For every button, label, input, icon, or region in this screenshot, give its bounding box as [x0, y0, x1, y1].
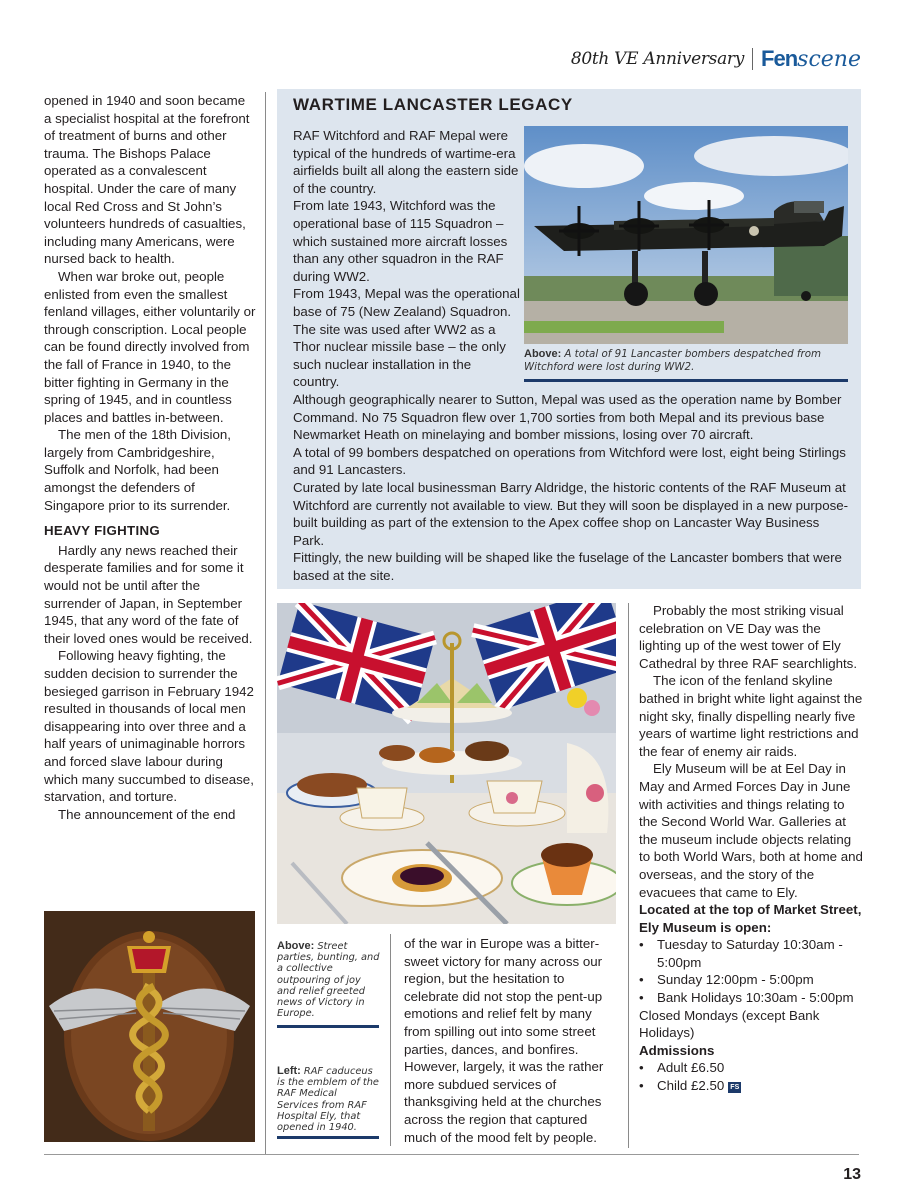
- section-heading: HEAVY FIGHTING: [44, 523, 161, 539]
- caption-rule: [277, 1025, 379, 1028]
- lancaster-legacy-box: [277, 89, 861, 589]
- paragraph: Although geographically nearer to Sutton, Mepal was used as the operation name by Bomber Command. No 75 Squadron flew over 1,700 sorties from both Mepal and its previous base Newmarket Heath on minelaying and bomber missions, losing over 70 aircraft.: [293, 392, 842, 443]
- museum-location-heading: Located at the top of Market Street, Ely Museum is open:: [639, 902, 862, 935]
- column-divider: [628, 603, 629, 1148]
- paragraph: Probably the most striking visual celebration on VE Day was the lighting up of the west tower of Ely Cathedral by three RAF searchlights.: [639, 603, 858, 671]
- box-title: WARTIME LANCASTER LEGACY: [293, 95, 573, 114]
- list-item: • Tuesday to Saturday 10:30am - 5:00pm: [639, 936, 863, 971]
- fenscene-logo: Fenscene: [761, 46, 861, 72]
- admissions-heading: Admissions: [639, 1042, 715, 1058]
- page-header: [571, 46, 861, 72]
- paragraph: Fittingly, the new building will be shaped like the fuselage of the Lancaster bombers that were based at the site.: [293, 550, 842, 583]
- list-item: • Sunday 12:00pm - 5:00pm: [639, 971, 863, 989]
- paragraph: Following heavy fighting, the sudden decision to surrender the besieged garrison in February 1942 resulted in thousands of local men disappearing into over three and a half years of unimaginable horrors and forced slave labour during which many succumbed to disease, starvation, and torture.: [44, 648, 254, 805]
- paragraph: From late 1943, Witchford was the operational base of 115 Squadron – which sustained more aircraft losses than any other squadron in the RAF during WW2.: [293, 198, 508, 284]
- caption-rule: [277, 1136, 379, 1139]
- column-divider: [390, 934, 391, 1146]
- middle-column: [404, 935, 619, 1146]
- raf-caduceus-photo: [44, 911, 255, 1142]
- right-column: [639, 602, 863, 1095]
- street-party-tea-photo: [277, 603, 616, 924]
- column-divider: [265, 92, 266, 1154]
- paragraph: Ely Museum will be at Eel Day in May and Armed Forces Day in June with activities and things relating to the Second World War. Galleries at the museum include objects relating to both World Wars, both at home and overseas, and the story of the evacuees that came to Ely.: [639, 761, 863, 900]
- footer-rule: [44, 1154, 859, 1155]
- left-column: [44, 92, 256, 823]
- paragraph: RAF Witchford and RAF Mepal were typical of the hundreds of wartime-era airfields built all along the eastern side of the country.: [293, 128, 519, 196]
- paragraph: The icon of the fenland skyline bathed in bright white light against the night sky, finally dispelling nearly five years of wartime light restrictions and the fear of enemy air raids.: [639, 673, 863, 759]
- paragraph: The announcement of the end: [58, 806, 236, 822]
- paragraph: A total of 99 bombers despatched on operations from Witchford were lost, eight being Stirlings and 91 Lancasters.: [293, 444, 846, 478]
- end-of-article-icon: FS: [728, 1082, 741, 1093]
- page-number: 13: [843, 1166, 861, 1183]
- paragraph: Hardly any news reached their desperate families and for some it would not be until after the surrender of Japan, in September 1945, that any word of the fate of their loved ones would be received.: [44, 542, 253, 646]
- lancaster-photo-caption: Above: A total of 91 Lancaster bombers despatched from Witchford were lost during WW2.: [524, 348, 822, 373]
- lancaster-bomber-photo: [524, 126, 848, 344]
- list-item: • Child £2.50 FS: [639, 1077, 863, 1095]
- paragraph: From 1943, Mepal was the operational base of 75 (New Zealand) Squadron. The site was used after WW2 as a Thor nuclear missile base – the only such nuclear installation in the country.: [293, 286, 520, 390]
- list-item: • Bank Holidays 10:30am - 5:00pm: [639, 989, 863, 1007]
- box-intro-text: [293, 127, 521, 391]
- closed-note: Closed Mondays (except Bank Holidays): [639, 1007, 820, 1041]
- box-detail-text: [293, 391, 853, 585]
- admissions-list: [639, 1059, 863, 1094]
- paragraph: opened in 1940 and soon became a specialist hospital at the forefront of treatment of burns and other trauma. The Bishops Palace operated as a convalescent hospital. Under the care of many local Red Cross and St John’s volunteers hundreds of casualties, including many Americans, were nursed back to health.: [44, 93, 250, 267]
- caduceus-caption: Left: RAF caduceus is the emblem of the RAF Medical Services from RAF Hospital Ely, that opened in 1940.: [277, 1065, 379, 1134]
- paragraph: When war broke out, people enlisted from even the smallest fenland villages, either voluntarily or through conscription. Local people can be found directly involved from the fall of France in 1940, to the bitter fighting in Germany in the spring of 1945, and in countless places and battles in-between.: [44, 268, 256, 425]
- header-divider: [752, 48, 753, 70]
- anniversary-tagline: 80th VE Anniversary: [570, 49, 745, 69]
- paragraph: Curated by late local businessman Barry Aldridge, the historic contents of the RAF Museum at Witchford are currently not available to view. But they will soon be displayed in a new purpose-built building as part of the extension to the Apex coffee shop on Lancaster Way Business Park.: [293, 479, 849, 548]
- caption-rule: [524, 379, 848, 382]
- street-party-caption: Above: Street parties, bunting, and a collective outpouring of joy and relief greeted news of Victory in Europe.: [277, 940, 380, 1020]
- list-item: • Adult £6.50: [639, 1059, 863, 1077]
- paragraph: of the war in Europe was a bitter-sweet victory for many across our region, but the hesitation to celebrate did not stop the pent-up emotions and relief felt by many from spilling out into some street parties, dances, and bonfires. However, largely, it was the rather more subdued services of thanksgiving held at the churches across the region that captured much of the mood felt by people.: [404, 936, 604, 1145]
- paragraph: The men of the 18th Division, largely from Cambridgeshire, Suffolk and Norfolk, had been amongst the defenders of Singapore prior to its surrender.: [44, 427, 231, 513]
- opening-hours-list: [639, 936, 863, 1006]
